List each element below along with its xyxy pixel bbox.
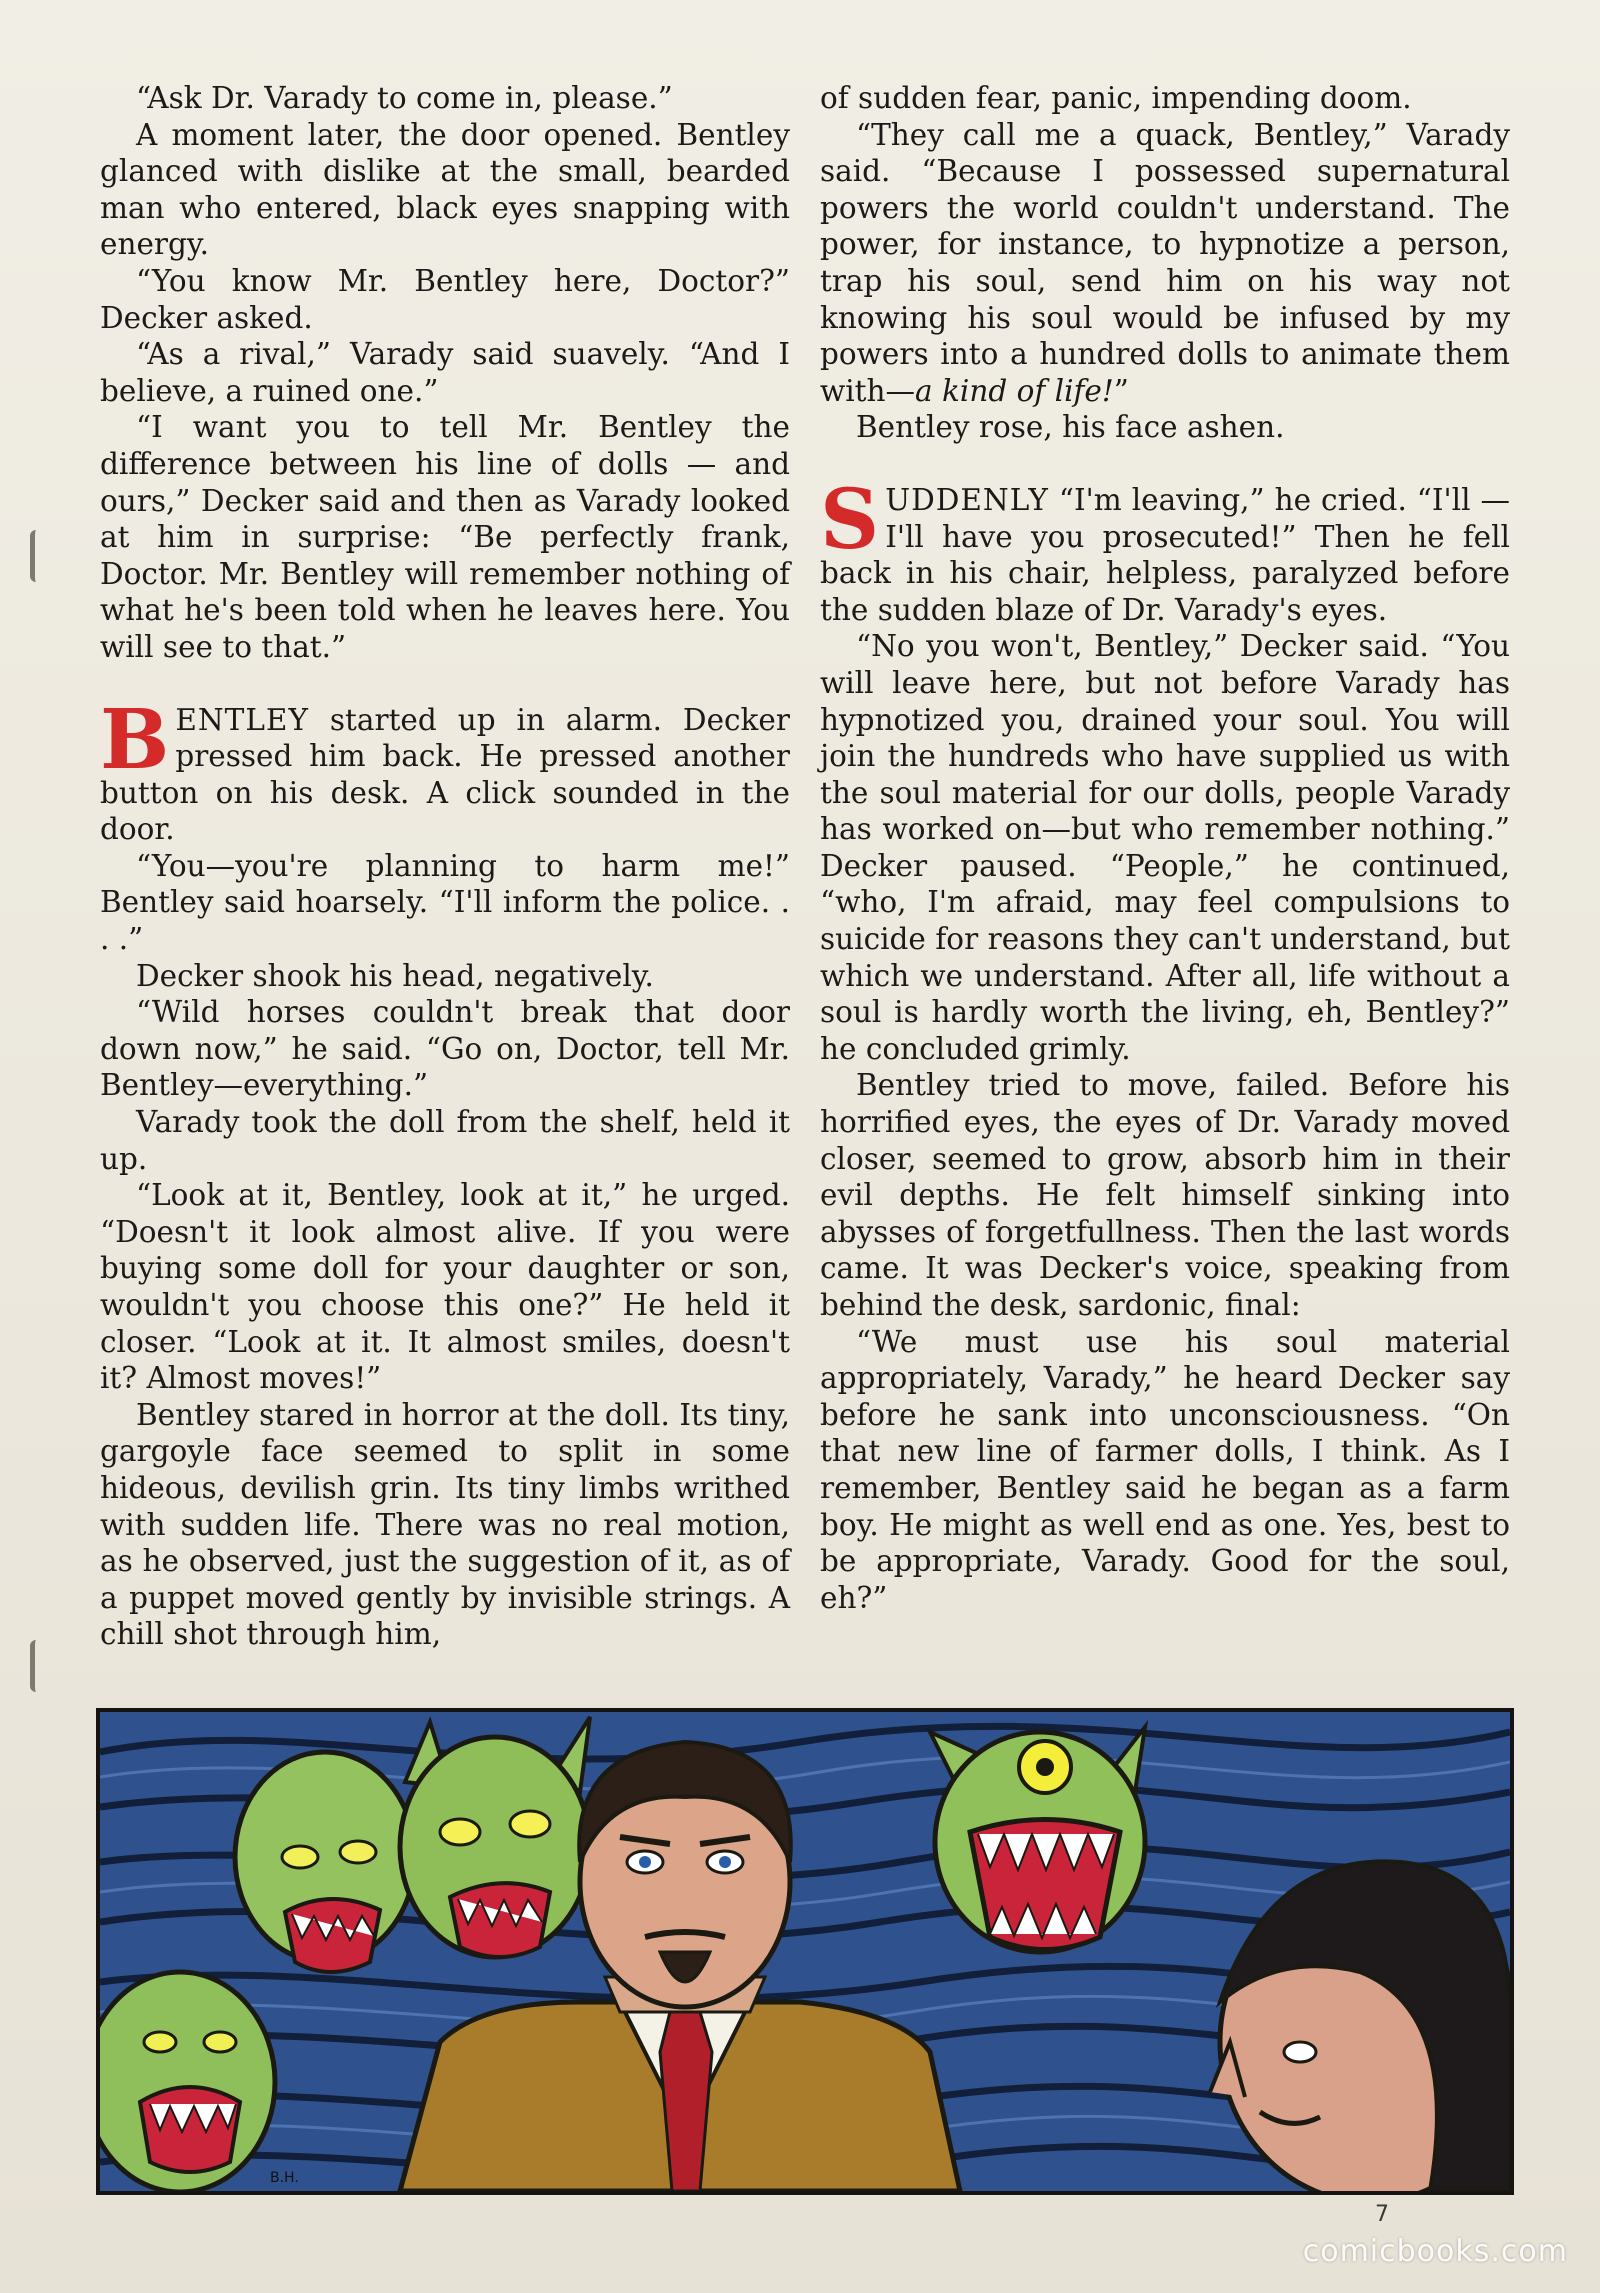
paragraph: Varady took the doll from the shelf, held it up. [100, 1105, 790, 1176]
paragraph: Bentley stared in horror at the doll. Its tiny, gargoyle face seemed to split in some hideous, devilish grin. Its tiny limbs writhed with sudden life. There was no real motion, as he observed, just the suggestion of it, as of a puppet moved gently by invisible strings. A chill shot through him, [100, 1397, 790, 1652]
page-number: 7 [1375, 2202, 1389, 2227]
paragraph-text: “They call me a quack, Bentley,” Varady said. “Because I possessed supernatural powers the world couldn't understand. The power, for instance, to hypnotize a person, trap his soul, send him on his way not knowing his soul would be infused by my powers into a hundred dolls to animate them with— [820, 117, 1510, 408]
left-text-column [100, 80, 790, 1653]
paragraph [820, 117, 1510, 410]
paragraph-text: started up in alarm. Decker pressed him back. He pressed another button on his desk. A click sounded in the door. [100, 702, 790, 847]
right-text-column [820, 80, 1510, 1616]
paragraph: “I want you to tell Mr. Bentley the difference between his line of dolls — and ours,” Decker said and then as Varady looked at him in surprise: “Be perfectly frank, Doctor. Mr. Bentley will remember nothing of what he's been told when he leaves here. You will see to that.” [100, 410, 790, 664]
paragraph: Bentley tried to move, failed. Before his horrified eyes, the eyes of Dr. Varady moved closer, seemed to grow, absorb him in their evil depths. He felt himself sinking into abysses of forgetfullness. Then the last words came. It was Decker's voice, speaking from behind the desk, sardonic, final: [820, 1068, 1510, 1322]
paragraph: “No you won't, Bentley,” Decker said. “You will leave here, but not before Varady has hypnotized you, drained your soul. You will join the hundreds who have supplied us with the soul material for our dolls, people Varady has worked on—but who remember nothing.” Decker paused. “People,” he continued, “who, I'm afraid, may feel compulsions to suicide for reasons they can't understand, but which we understand. After all, life without a soul is hardly worth the living, eh, Bentley?” he concluded grimly. [820, 629, 1510, 1066]
emphasis-text: a kind of life! [915, 373, 1114, 408]
paragraph: “Wild horses couldn't break that door down now,” he said. “Go on, Doctor, tell Mr. Bentley—everything.” [100, 995, 790, 1103]
doll-head-cyclops [930, 1727, 1145, 1952]
paragraph: Bentley rose, his face ashen. [856, 410, 1285, 445]
panel-artwork [100, 1712, 1510, 2191]
staple-mark [30, 530, 47, 582]
staple-mark [30, 1640, 47, 1692]
drop-cap-letter: S [820, 471, 880, 568]
paragraph: “Ask Dr. Varady to come in, please.” [136, 81, 673, 115]
paragraph: A moment later, the door opened. Bentley glanced with dislike at the small, bearded man who entered, black eyes snapping with energy. [100, 117, 790, 262]
paragraph: “As a rival,” Varady said suavely. “And I believe, a ruined one.” [100, 337, 790, 408]
dropcap-lead-word: ENTLEY [175, 702, 309, 737]
paragraph: “You know Mr. Bentley here, Doctor?” Decker asked. [100, 263, 790, 335]
paragraph-text: ” [1113, 373, 1129, 408]
dropcap-lead-word: UDDENLY [885, 482, 1049, 517]
artist-signature: B.H. [270, 2170, 299, 2186]
paragraph: “We must use his soul material appropriately, Varady,” he heard Decker say before he sank into unconsciousness. “On that new line of farmer dolls, I think. As I remember, Bentley said he began as a farm boy. He might as well end as one. Yes, best to be appropriate, Varady. Good for the soul, eh?” [820, 1324, 1510, 1615]
paragraph-text: “I'm leaving,” he cried. “I'll —I'll have you prosecuted!” Then he fell back in his chair, helpless, paralyzed before the sudden blaze of Dr. Varady's eyes. [820, 482, 1510, 627]
drop-cap-letter: B [100, 691, 170, 788]
paragraph: Decker shook his head, negatively. [136, 958, 654, 993]
comic-panel-illustration [96, 1708, 1514, 2195]
paragraph: of sudden fear, panic, impending doom. [820, 81, 1412, 115]
paragraph-dropcap [820, 471, 1510, 628]
site-watermark: comicbooks.com [1302, 2234, 1568, 2269]
paragraph-dropcap [100, 691, 790, 848]
paragraph: “You—you're planning to harm me!” Bentley said hoarsely. “I'll inform the police. . . .” [100, 848, 790, 957]
doll-head-bottom-left [100, 1972, 275, 2191]
paragraph: “Look at it, Bentley, look at it,” he urged. “Doesn't it look almost alive. If you were buying some doll for your daughter or son, wouldn't you choose this one?” He held it closer. “Look at it. It almost smiles, doesn't it? Almost moves!” [100, 1178, 790, 1396]
